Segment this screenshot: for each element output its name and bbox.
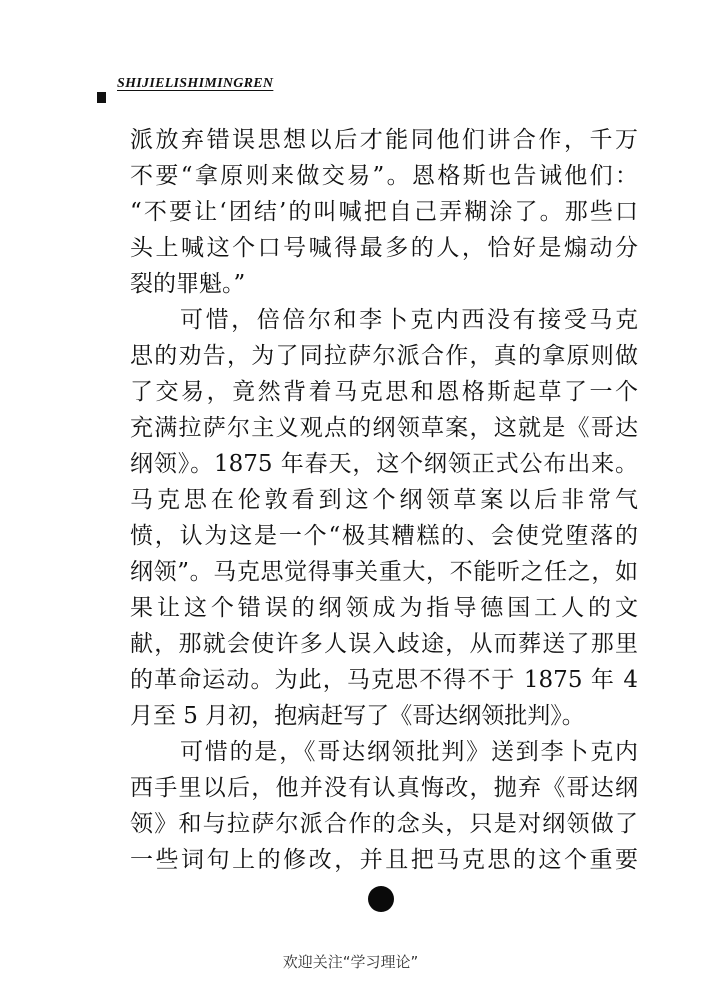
text-line: 愤，认为这是一个“极其糟糕的、会使党堕落的 [130,523,638,549]
text-line: 月至 5 月初，抱病赶写了《哥达纲领批判》。 [130,703,585,729]
text-line: 不要“拿原则来做交易”。恩格斯也告诫他们： [130,163,638,189]
footer-note: 欢迎关注“学习理论” [282,953,419,971]
text-line: 头上喊这个口号喊得最多的人，恰好是煽动分 [130,235,638,261]
text-line: 的革命运动。为此，马克思不得不于 1875 年 4 [130,667,638,693]
text-line: 西手里以后，他并没有认真悔改，抛弃《哥达纲 [130,775,638,801]
text-line: 派放弃错误思想以后才能同他们讲合作，千万 [130,127,638,153]
paragraph-start-line: 可惜的是，《哥达纲领批判》送到李卜克内 [180,739,638,765]
text-line: “不要让‘团结’的叫喊把自己弄糊涂了。那些口 [130,199,638,225]
text-line: 领》和与拉萨尔派合作的念头，只是对纲领做了 [130,811,638,837]
text-line: 献，那就会使许多人误入歧途，从而葬送了那里 [130,631,638,657]
text-line: 裂的罪魁。” [130,271,246,297]
text-line: 马克思在伦敦看到这个纲领草案以后非常气 [130,487,638,513]
text-line: 一些词句上的修改，并且把马克思的这个重要 [130,847,638,873]
text-line: 纲领》。1875 年春天，这个纲领正式公布出来。 [130,451,638,477]
text-line: 了交易，竟然背着马克思和恩格斯起草了一个 [130,379,638,405]
running-header: SHIJIELISHIMINGREN [117,76,274,91]
text-line: 充满拉萨尔主义观点的纲领草案，这就是《哥达 [130,415,638,441]
paragraph-start-line: 可惜，倍倍尔和李卜克内西没有接受马克 [180,307,638,333]
text-line: 思的劝告，为了同拉萨尔派合作，真的拿原则做 [130,343,638,369]
text-line: 纲领”。马克思觉得事关重大，不能听之任之，如 [130,559,638,585]
text-line: 果让这个错误的纲领成为指导德国工人的文 [130,595,638,621]
page-body [130,122,638,878]
corner-mark [97,92,106,103]
page-number-dot [368,886,394,912]
